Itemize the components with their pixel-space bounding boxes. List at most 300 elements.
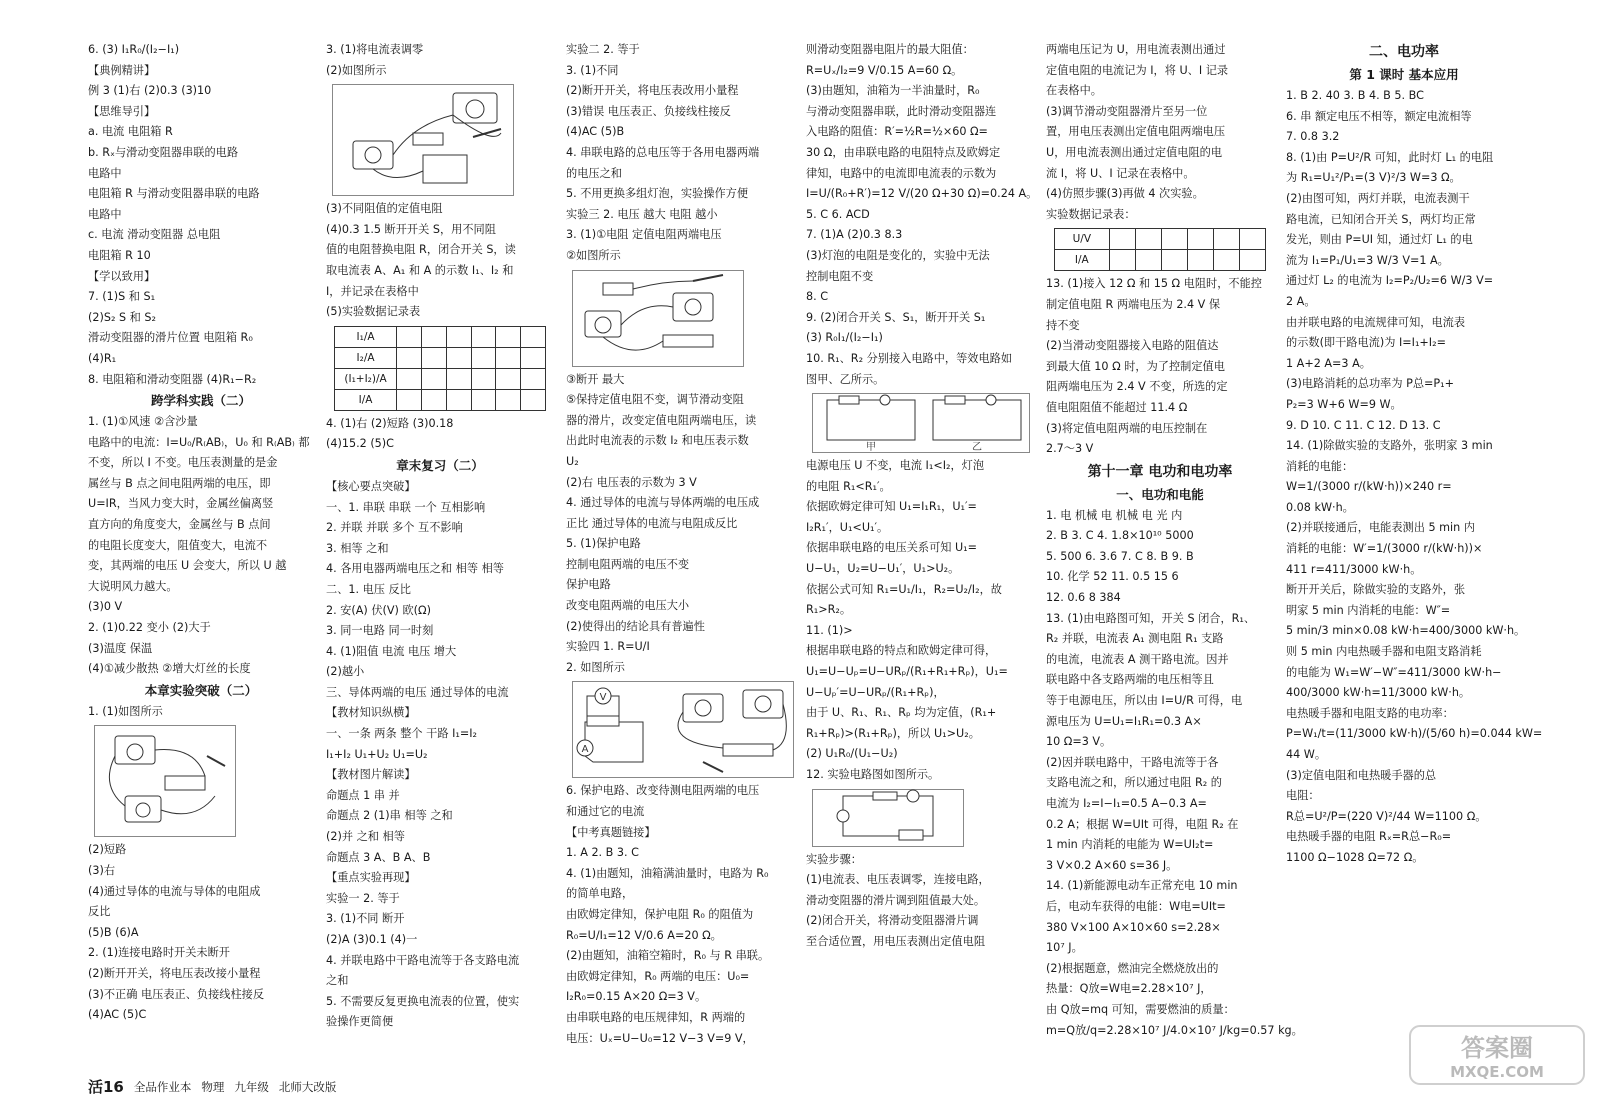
answer-line: 属丝与 B 点之间电阻两端的电压，即	[88, 476, 271, 490]
page-number: 活16	[88, 1078, 124, 1096]
answer-line: U，用电流表测出通过定值电阻的电	[1046, 145, 1223, 159]
answer-line: 为 R₁=U₁²/P₁=(3 V)²/3 W=3 Ω。	[1286, 171, 1461, 185]
table-cell	[496, 326, 521, 347]
answer-line: 的电阻 R₁<R₁′。	[806, 479, 891, 493]
section-heading: 章末复习（二）	[396, 457, 484, 473]
answer-line: 2. (1)0.22 变小 (2)大于	[88, 621, 211, 635]
table-cell	[496, 368, 521, 389]
answer-line: (3)由题知，油箱为一半油量时，R₀	[806, 84, 980, 98]
answer-line: 命题点 3 A、B A、B	[326, 850, 431, 864]
answer-line: 3. (1)不同	[566, 63, 619, 77]
table-cell	[496, 347, 521, 368]
answer-line: 器的滑片，改变定值电阻两端电压，读	[566, 413, 757, 427]
table-row-label: I/A	[335, 389, 397, 410]
answer-line: 图甲、乙所示。	[806, 372, 885, 386]
answer-line: 的电压之和	[566, 166, 622, 180]
answer-line: 1. B 2. 40 3. B 4. B 5. BC	[1286, 89, 1424, 102]
footer-item: 物理	[201, 1079, 225, 1094]
answer-line: 实验二 2. 等于	[566, 43, 640, 56]
answer-line: 8. 电阻箱和滑动变阻器 (4)R₁−R₂	[88, 372, 257, 386]
table-row	[1055, 250, 1266, 271]
answer-line: 一、1. 串联 串联 一个 互相影响	[326, 500, 486, 514]
table-cell	[421, 347, 446, 368]
answer-line: (2)右 电压表的示数为 3 V	[566, 475, 697, 489]
table-cell	[496, 389, 521, 410]
answer-line: 【核心要点突破】	[326, 479, 416, 493]
answer-line: 入电路的阻值：R′=½R=½×60 Ω=	[806, 125, 988, 139]
answer-line: 变，其两端的电压 U 会变大，所以 U 越	[88, 559, 287, 573]
answer-line: 由于 U、R₁、R₁、Rₚ 均为定值，(R₁+	[806, 706, 997, 720]
answer-line: (2)由图可知，两灯并联，电流表测干	[1286, 191, 1470, 205]
answer-line: (2)因并联电路中，干路电流等于各	[1046, 755, 1219, 769]
section-heading: 第 1 课时 基本应用	[1349, 67, 1459, 82]
answer-line: 9. (2)闭合开关 S、S₁，断开开关 S₁	[806, 310, 986, 324]
answer-line: 发光，则由 P=UI 知，通过灯 L₁ 的电	[1286, 233, 1473, 247]
answer-line: 【典例精讲】	[88, 63, 156, 77]
answer-line: 之和	[326, 974, 349, 988]
answer-line: 3. 相等 之和	[326, 541, 389, 555]
table-cell	[1239, 250, 1265, 271]
table-row	[1055, 229, 1266, 250]
circuit-figure	[332, 84, 514, 196]
answer-line: 的电流，电流表 A 测干路电流。因并	[1046, 652, 1229, 666]
answer-line: 由串联电路的电压规律知，R 两端的	[566, 1010, 746, 1024]
table-cell	[421, 368, 446, 389]
answer-line: 1. 电 机械 电 机械 电 光 内	[1046, 508, 1183, 522]
table-cell	[446, 389, 471, 410]
answer-line: 一、一条 两条 整个 干路 I₁=I₂	[326, 727, 478, 741]
answer-line: (2) U₁R₀/(U₁−U₂)	[806, 747, 898, 761]
answer-line: (3) R₀I₁/(I₂−I₁)	[806, 331, 883, 345]
table-cell	[397, 389, 422, 410]
svg-text:V: V	[599, 692, 607, 704]
answer-line: 持不变	[1046, 318, 1080, 332]
answer-line: 实验步骤：	[806, 852, 862, 866]
answer-line: 源电压为 U=U₁=I₁R₁=0.3 A×	[1046, 714, 1202, 728]
answer-line: 5. 500 6. 3.6 7. C 8. B 9. B	[1046, 549, 1194, 563]
answer-line: 两端电压记为 U，用电流表测出通过	[1046, 43, 1226, 56]
answer-line: 阻两端电压为 2.4 V 不变，所选的定	[1046, 380, 1228, 394]
answer-line: 5. 不用更换多组灯泡，实验操作方便	[566, 187, 749, 201]
table-row-label: (I₁+I₂)/A	[335, 368, 397, 389]
answer-line: 380 V×100 A×10×60 s=2.28×	[1046, 920, 1221, 934]
table-cell	[1239, 229, 1265, 250]
answer-line: 热量：Q放=W电=2.28×10⁷ J，	[1046, 982, 1212, 996]
table-cell	[1135, 250, 1161, 271]
table-cell	[521, 368, 546, 389]
answer-line: 与滑动变阻器串联，此时滑动变阻器连	[806, 104, 997, 118]
circuit-figure	[94, 725, 236, 837]
answer-line: (2)短路	[88, 843, 127, 857]
answer-line: 依据欧姆定律可知 U₁=I₁R₁，U₁′=	[806, 500, 977, 514]
answer-line: ②如图所示	[566, 248, 621, 262]
answer-line: 3. 同一电路 同一时刻	[326, 624, 434, 638]
answer-line: 消耗的电能：	[1286, 459, 1354, 473]
answer-line: R总=U²/P=(220 V)²/44 W=1100 Ω。	[1286, 809, 1487, 823]
answer-line: 电阻：	[1286, 789, 1320, 803]
answer-line: 0.08 kW·h。	[1286, 500, 1354, 514]
answer-line: (1)电流表、电压表调零，连接电路，	[806, 873, 990, 887]
answer-line: 控制电阻两端的电压不变	[566, 557, 690, 571]
answer-line: 4. 各用电器两端电压之和 相等 相等	[326, 562, 504, 576]
answer-line: 6. (3) I₁R₀/(I₂−I₁)	[88, 43, 180, 56]
answer-line: 电热暖手器和电阻支路的电功率：	[1286, 706, 1454, 720]
answer-line: I=U/(R₀+R′)=12 V/(20 Ω+30 Ω)=0.24 A。	[806, 187, 1038, 201]
answer-line: 断开开关后，除做实验的支路外，张	[1286, 583, 1466, 597]
answer-line: 1. A 2. B 3. C	[566, 846, 639, 860]
answer-line: 2. 如图所示	[566, 660, 625, 674]
answer-line: 在表格中。	[1046, 84, 1102, 98]
answer-line: 滑动变阻器的滑片调到阻值最大处。	[806, 893, 986, 907]
answer-line: 三、导体两端的电压 通过导体的电流	[326, 685, 509, 699]
answer-line: R₀=U/I₁=12 V/0.6 A=20 Ω。	[566, 928, 722, 942]
answer-column-1	[88, 40, 314, 1070]
answer-line: U=IR，当风力变大时，金属丝偏离竖	[88, 497, 274, 511]
table-cell	[1187, 229, 1213, 250]
answer-line: (5)B (6)A	[88, 925, 139, 939]
answer-line: 【中考真题链接】	[566, 825, 656, 839]
table-cell	[397, 326, 422, 347]
answer-line: 控制电阻不变	[806, 269, 874, 283]
table-cell	[397, 347, 422, 368]
answer-line: ⑤保持定值电阻不变，调节滑动变阻	[566, 393, 744, 407]
answer-line: 4. 串联电路的总电压等于各用电器两端	[566, 145, 760, 159]
answer-line: 10. 化学 52 11. 0.5 15 6	[1046, 570, 1179, 584]
answer-line: R₁>R₂。	[806, 603, 852, 617]
answer-line: 实验数据记录表：	[1046, 207, 1136, 221]
answer-line: 8. C	[806, 290, 829, 304]
answer-line: 4. (1)右 (2)短路 (3)0.18	[326, 416, 454, 430]
footer-item: 北师大改版	[278, 1079, 337, 1094]
table-cell	[1161, 229, 1187, 250]
answer-line: m=Q放/q=2.28×10⁷ J/4.0×10⁷ J/kg=0.57 kg。	[1046, 1023, 1303, 1037]
answer-line: c. 电流 滑动变阻器 总电阻	[88, 228, 221, 242]
table-cell	[421, 389, 446, 410]
answer-column-6	[1286, 40, 1543, 1070]
answer-line: 实验一 2. 等于	[326, 891, 400, 905]
footer-item: 九年级	[234, 1079, 269, 1094]
table-cell	[1135, 229, 1161, 250]
circuit-figure	[572, 270, 744, 367]
table-cell	[1213, 229, 1239, 250]
section-heading: 一、电功和电能	[1116, 486, 1204, 502]
answer-line: (2)越小	[326, 665, 365, 679]
answer-line: 5. C 6. ACD	[806, 207, 870, 221]
answer-line: 3. (1)①电阻 定值电阻两端电压	[566, 228, 722, 242]
answer-line: (3)0 V	[88, 600, 123, 614]
table-cell	[521, 347, 546, 368]
svg-text:A: A	[581, 744, 589, 756]
answer-line: (2)闭合开关，将滑动变阻器滑片调	[806, 914, 979, 928]
answer-line: 直方向的角度变大，金属丝与 B 点间	[88, 518, 271, 532]
answer-line: b. Rₓ与滑动变阻器串联的电路	[88, 145, 239, 159]
answer-line: 电流为 I₂=I−I₁=0.5 A−0.3 A=	[1046, 797, 1207, 810]
answer-line: 的电阻长度变大，阻值变大，电流不	[88, 538, 268, 552]
answer-line: (5)实验数据记录表	[326, 305, 421, 319]
footer-item: 全品作业本	[133, 1079, 192, 1094]
answer-line: 12. 实验电路图如图所示。	[806, 768, 940, 781]
answer-line: 到最大值 10 Ω 时，为了控制定值电	[1046, 359, 1225, 373]
answer-line: I，并记录在表格中	[326, 284, 419, 298]
answer-line: 7. (1)S 和 S₁	[88, 290, 156, 304]
table-cell	[446, 347, 471, 368]
answer-line: P₂=3 W+6 W=9 W。	[1286, 397, 1402, 411]
table-row-label: U/V	[1055, 229, 1110, 250]
answer-line: 保护电路	[566, 578, 611, 592]
answer-line: (4)①减少散热 ②增大灯丝的长度	[88, 662, 251, 676]
watermark-url: MXQE.COM	[1450, 1063, 1544, 1081]
answer-line: 9. D 10. C 11. C 12. D 13. C	[1286, 418, 1441, 432]
answer-line: 1. (1)如图所示	[88, 704, 163, 718]
page-footer	[88, 1076, 336, 1097]
circuit-figure	[812, 789, 964, 847]
answer-line: (3)温度 保温	[88, 641, 153, 655]
answer-line: 1. (1)①风速 ②含沙量	[88, 415, 198, 429]
answer-line: (3)错误 电压表正、负接线柱接反	[566, 104, 731, 118]
table-row	[335, 389, 546, 410]
answer-line: 等于电源电压，所以由 I=U/R 可得，电	[1046, 694, 1243, 708]
table-cell	[446, 368, 471, 389]
circuit-figure	[572, 681, 794, 778]
answer-line: 实验四 1. R=U/I	[566, 640, 650, 654]
answer-line: 2. B 3. C 4. 1.8×10¹⁰ 5000	[1046, 529, 1194, 543]
answer-line: 命题点 2 (1)串 相等 之和	[326, 809, 453, 823]
table-row-label: I₁/A	[335, 326, 397, 347]
table-cell	[446, 326, 471, 347]
answer-line: 2. 安(A) 伏(V) 欧(Ω)	[326, 603, 431, 617]
answer-line: 8. (1)由 P=U²/R 可知，此时灯 L₁ 的电阻	[1286, 150, 1494, 164]
answer-line: (3)灯泡的电阻是变化的，实验中无法	[806, 248, 990, 262]
answer-line: 改变电阻两端的电压大小	[566, 599, 690, 613]
answer-line: 大说明风力越大。	[88, 579, 178, 593]
answer-line: 1 A+2 A=3 A。	[1286, 356, 1371, 370]
answer-line: 验操作更简便	[326, 1015, 394, 1029]
answer-line: 4. (1)阻值 电流 电压 增大	[326, 644, 457, 658]
answer-line: (4)15.2 (5)C	[326, 437, 394, 451]
answer-line: 值电阻阻值不能超过 11.4 Ω	[1046, 400, 1188, 414]
answer-line: 400/3000 kW·h=11/3000 kW·h。	[1286, 686, 1471, 700]
answer-line: (4)0.3 1.5 断开开关 S，用不同阻	[326, 222, 496, 236]
answer-line: 由欧姆定律知，R₀ 两端的电压：U₀=	[566, 969, 750, 983]
answer-line: 出此时电流表的示数 I₂ 和电压表示数	[566, 434, 749, 448]
answer-column-5	[1046, 40, 1303, 1070]
answer-line: 由并联电路的电流规律可知，电流表	[1286, 315, 1466, 329]
answer-line: (4)通过导体的电流与导体的电阻成	[88, 884, 261, 898]
answer-line: 【教材知识纵横】	[326, 706, 416, 720]
answer-line: 至合适位置，用电压表测出定值电阻	[806, 934, 986, 948]
answer-line: R₂ 并联，电流表 A₁ 测电阻 R₁ 支路	[1046, 632, 1224, 646]
table-cell	[1213, 250, 1239, 271]
answer-line: I₂R₁′，U₁<U₁′。	[806, 520, 889, 534]
answer-line: 6. 串 额定电压不相等，额定电流相等	[1286, 109, 1472, 123]
table-cell	[471, 368, 496, 389]
chapter-title: 二、电功率	[1369, 44, 1439, 60]
answer-line: 4. 通过导体的电流与导体两端的电压成	[566, 496, 760, 510]
answer-line: 13. (1)接入 12 Ω 和 15 Ω 电阻时，不能控	[1046, 277, 1262, 291]
answer-line: 1100 Ω−1028 Ω=72 Ω。	[1286, 850, 1424, 864]
answer-line: 消耗的电能：W′=1/(3000 r/(kW·h))×	[1286, 542, 1483, 556]
answer-line: 电路中的电流：I=U₀/R₍AB₎，U₀ 和 R₍AB₎ 都	[88, 435, 310, 449]
table-cell	[1161, 250, 1187, 271]
table-cell	[1109, 229, 1135, 250]
answer-line: 10 Ω=3 V。	[1046, 735, 1112, 749]
answer-line: a. 电流 电阻箱 R	[88, 125, 173, 139]
table-cell	[1109, 250, 1135, 271]
svg-text:甲: 甲	[866, 442, 876, 454]
answer-line: 14. (1)除做实验的支路外，张明家 3 min	[1286, 439, 1493, 453]
answer-line: 定值电阻的电流记为 I，将 U、I 记录	[1046, 63, 1229, 77]
answer-line: 置，用电压表测出定值电阻两端电压	[1046, 125, 1226, 139]
answer-line: (3)不同阻值的定值电阻	[326, 202, 443, 216]
section-heading: 本章实验突破（二）	[144, 682, 258, 698]
table-cell	[421, 326, 446, 347]
data-record-table	[1054, 228, 1266, 271]
section-heading: 跨学科实践（二）	[150, 393, 251, 409]
answer-line: 的示数(即干路电流)为 I=I₁+I₂=	[1286, 336, 1446, 350]
answer-line: 7. (1)A (2)0.3 8.3	[806, 228, 903, 242]
answer-line: P=W₁/t=(11/3000 kW·h)/(5/60 h)=0.044 kW=	[1286, 727, 1543, 741]
answer-line: 5 min/3 min×0.08 kW·h=400/3000 kW·h。	[1286, 624, 1526, 638]
answer-line: 【思维导引】	[88, 104, 156, 118]
answer-line: (3)电路消耗的总功率为 P总=P₁+	[1286, 377, 1455, 391]
answer-line: (2)S₂ S 和 S₂	[88, 310, 156, 324]
answer-line: (2)如图所示	[326, 63, 387, 77]
answer-line: 【教材图片解读】	[326, 768, 416, 782]
table-cell	[1187, 250, 1213, 271]
answer-line: 依据公式可知 R₁=U₁/I₁，R₂=U₂/I₂，故	[806, 582, 1002, 596]
answer-line: 电路中	[88, 207, 122, 221]
answer-line: (2)断开开关，将电压表改用小量程	[566, 84, 739, 98]
answer-line: (4)仿照步骤(3)再做 4 次实验。	[1046, 187, 1204, 201]
answer-line: 2.7～3 V	[1046, 442, 1094, 456]
answer-line: 实验三 2. 电压 越大 电阻 越小	[566, 207, 718, 221]
table-row	[335, 368, 546, 389]
answer-line: 3. (1)将电流表调零	[326, 43, 424, 56]
answer-line: 3 V×0.2 A×60 s=36 J。	[1046, 858, 1178, 872]
answer-line: 制定值电阻 R 两端电压为 2.4 V 保	[1046, 297, 1221, 311]
answer-line: (2)A (3)0.1 (4)一	[326, 933, 418, 946]
answer-line: (3)不正确 电压表正、负接线柱接反	[88, 987, 265, 1001]
answer-line: 2 A。	[1286, 294, 1316, 308]
chapter-title: 第十一章 电功和电功率	[1087, 463, 1233, 480]
answer-line: (2)由题知，油箱空箱时，R₀ 与 R 串联。	[566, 949, 770, 963]
answer-line: 的电能为 W₁=W′−W″=411/3000 kW·h−	[1286, 665, 1502, 679]
answer-line: (3)定值电阻和电热暖手器的总	[1286, 768, 1437, 782]
answer-line: 命题点 1 串 并	[326, 788, 400, 802]
svg-text:乙: 乙	[972, 442, 982, 454]
circuit-figure	[812, 393, 1030, 453]
answer-line: 6. 保护电路、改变待测电阻两端的电压	[566, 784, 760, 798]
answer-line: (3)将定值电阻两端的电压控制在	[1046, 421, 1208, 435]
answer-line: 流为 I₁=P₁/U₁=3 W/3 V=1 A。	[1286, 253, 1449, 267]
answer-line: 2. 并联 并联 多个 互不影响	[326, 521, 463, 535]
answer-line: 4. (1)由题知，油箱满油量时，电路为 R₀	[566, 866, 769, 880]
answer-line: (2)当滑动变阻器接入电路的阻值达	[1046, 339, 1219, 353]
answer-line: R=Uₓ/I₂=9 V/0.15 A=60 Ω。	[806, 63, 963, 77]
answer-line: 7. 0.8 3.2	[1286, 130, 1340, 144]
answer-line: 411 r=411/3000 kW·h。	[1286, 562, 1422, 576]
answer-line: 5. 不需要反复更换电流表的位置，使实	[326, 994, 520, 1008]
answer-line: 14. (1)新能源电动车正常充电 10 min	[1046, 879, 1238, 893]
answer-line: 联电路中各支路两端的电压相等且	[1046, 673, 1214, 687]
answer-line: 流 I，将 U、I 记录在表格中。	[1046, 166, 1195, 180]
answer-column-4	[806, 40, 1038, 1070]
answer-line: ③断开 最大	[566, 372, 625, 386]
answer-line: 值的电阻替换电阻 R，闭合开关 S，读	[326, 243, 516, 257]
answer-line: 路电流，已知闭合开关 S，两灯均正常	[1286, 212, 1476, 226]
table-cell	[397, 368, 422, 389]
answer-line: 【学以致用】	[88, 269, 156, 283]
answer-line: (2)使得出的结论具有普遍性	[566, 619, 705, 633]
data-record-table	[334, 326, 546, 411]
answer-line: 律知，电路中的电流即电流表的示数为	[806, 166, 997, 180]
answer-line: 电热暖手器的电阻 Rₓ=R总−R₀=	[1286, 830, 1452, 844]
answer-line: (2)断开开关，将电压表改接小量程	[88, 966, 261, 980]
answer-line: U−U₁，U₂=U−U₁′，U₁>U₂。	[806, 562, 960, 576]
answer-line: U₂	[566, 454, 579, 468]
answer-line: 明家 5 min 内消耗的电能：W″=	[1286, 603, 1451, 617]
answer-line: 电阻箱 R 与滑动变阻器串联的电路	[88, 187, 260, 201]
answer-line: 30 Ω，由串联电路的电阻特点及欧姆定	[806, 145, 1001, 159]
answer-line: 根据串联电路的特点和欧姆定律可得，	[806, 644, 997, 658]
answer-line: 电阻箱 R 10	[88, 248, 151, 262]
answer-line: 反比	[88, 905, 111, 919]
answer-line: 电压：Uₓ=U−U₀=12 V−3 V=9 V，	[566, 1031, 754, 1045]
answer-line: 滑动变阻器的滑片位置 电阻箱 R₀	[88, 331, 253, 345]
answer-line: 的简单电路，	[566, 887, 634, 901]
answer-line: I₁+I₂ U₁+U₂ U₁=U₂	[326, 747, 428, 761]
table-row	[335, 326, 546, 347]
answer-line: 则 5 min 内电热暖手器和电阻支路消耗	[1286, 645, 1482, 659]
answer-line: (4)AC (5)B	[566, 125, 625, 139]
answer-line: 支路电流之和，所以通过电阻 R₂ 的	[1046, 776, 1222, 790]
answer-line: (3)右	[88, 864, 116, 877]
answer-line: 依据串联电路的电压关系可知 U₁=	[806, 541, 978, 555]
answer-line: 取电流表 A、A₁ 和 A 的示数 I₁、I₂ 和	[326, 263, 514, 277]
table-row	[335, 347, 546, 368]
answer-line: (2)根据题意，燃油完全燃烧放出的	[1046, 961, 1219, 975]
answer-line: (3)调节滑动变阻器滑片至另一位	[1046, 104, 1208, 118]
watermark-logo	[1408, 1024, 1586, 1086]
answer-line: 3. (1)不同 断开	[326, 912, 405, 926]
answer-line: (2)并联接通后，电能表测出 5 min 内	[1286, 521, 1475, 535]
answer-line: 不变，所以 I 不变。电压表测量的是金	[88, 456, 278, 470]
table-cell	[471, 389, 496, 410]
answer-line: 则滑动变阻器电阻片的最大阻值：	[806, 43, 974, 56]
answer-line: 13. (1)由电路图可知，开关 S 闭合，R₁、	[1046, 611, 1256, 625]
watermark-title: 答案圈	[1461, 1034, 1533, 1062]
answer-line: 1 min 内消耗的电能为 W=UI₂t=	[1046, 838, 1214, 852]
answer-line: 11. (1)>	[806, 623, 853, 637]
table-row-label: I/A	[1055, 250, 1110, 271]
answer-line: R₁+Rₚ)>(R₁+Rₚ)，所以 U₁>U₂。	[806, 726, 980, 740]
answer-line: 由欧姆定律知，保护电阻 R₀ 的阻值为	[566, 908, 754, 921]
answer-line: 12. 0.6 8 384	[1046, 591, 1121, 605]
answer-line: 例 3 (1)右 (2)0.3 (3)10	[88, 84, 212, 98]
answer-line: 二、1. 电压 反比	[326, 582, 411, 596]
answer-line: 5. (1)保护电路	[566, 537, 641, 551]
answer-line: 后，电动车获得的电能：W电=UIt=	[1046, 899, 1226, 913]
table-cell	[521, 326, 546, 347]
answer-line: W=1/(3000 r/(kW·h))×240 r=	[1286, 480, 1452, 494]
answer-line: I₂R₀=0.15 A×20 Ω=3 V。	[566, 990, 707, 1004]
table-cell	[471, 326, 496, 347]
answer-line: (2)并 之和 相等	[326, 830, 405, 844]
answer-line: 正比 通过导体的电流与电阻成反比	[566, 516, 738, 530]
answer-column-3	[566, 40, 794, 1070]
answer-line: 和通过它的电流	[566, 805, 645, 819]
answer-line: 电路中	[88, 166, 122, 180]
